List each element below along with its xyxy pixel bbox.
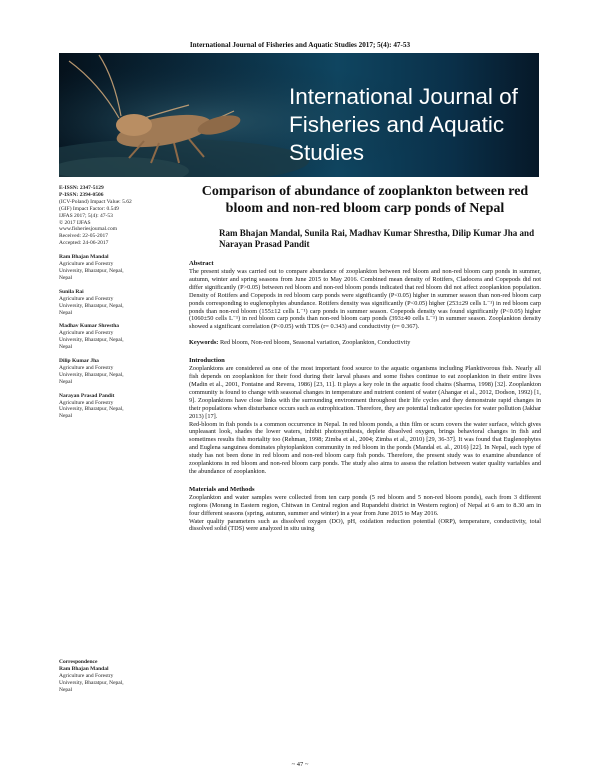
affiliation-block bbox=[59, 323, 171, 351]
affiliation-block bbox=[59, 358, 171, 386]
affiliation-author-name: Dilip Kumar Jha bbox=[59, 358, 99, 365]
meta-line: P-ISSN: 2394-0506 bbox=[59, 191, 104, 198]
affiliation-line: Agriculture and Forestry bbox=[59, 330, 114, 337]
meta-line: www.fisheriesjournal.com bbox=[59, 226, 117, 233]
journal-header: International Journal of Fisheries and Aquatic Studies 2017; 5(4): 47-53 bbox=[189, 41, 411, 49]
publication-meta bbox=[59, 185, 171, 247]
methods-heading: Materials and Methods bbox=[189, 485, 255, 493]
correspondence-label: Correspondence bbox=[59, 659, 98, 665]
affiliation-author-name: Ram Bhajan Mandal bbox=[59, 254, 109, 261]
journal-banner bbox=[59, 53, 539, 177]
banner-title: International Journal of Fisheries and Aquatic Studies bbox=[289, 84, 518, 165]
introduction-paragraph: Zooplanktons are considered as one of the most important food source to the aquatic organisms including Planktivorous fish. Nearly all fish depends on zooplankton for their food during their larval phases and some fishes continue to eat zooplankton in their entire lives (Madin et al., 2001, Fontaine and Revera, 1986) [23, 11]. It plays a key role in the aquatic food chains (Sharma, 1998) [32]. Zooplankton community is found to change with seasonal changes in temperature and nutrient content of water (Ahangar et al., 2012, Dodson, 1992) [1, 9]. Zooplanktons have close links with the surrounding environment throughout their life cycles and they demonstrate rapid changes in their populations when disturbance occurs such as eutrophication. Therefore, they are potential indicator species for water pollution (Jakhar 2013) [17]. bbox=[189, 365, 541, 420]
affiliation-line: Nepal bbox=[59, 344, 73, 351]
meta-line: (ICV-Poland) Impact Value: 5.62 bbox=[59, 198, 132, 205]
affiliation-line: Agriculture and Forestry bbox=[59, 399, 114, 406]
introduction-heading: Introduction bbox=[189, 357, 225, 365]
keywords bbox=[189, 339, 541, 347]
article-title: Comparison of abundance of zooplankton between red bloom and non-red bloom carp ponds of Nepal bbox=[201, 184, 529, 216]
correspondence bbox=[59, 659, 171, 694]
affiliation-block bbox=[59, 289, 171, 317]
affiliation-line: University, Bharatpur, Nepal, bbox=[59, 302, 124, 309]
meta-line: E-ISSN: 2347-5129 bbox=[59, 185, 104, 191]
affiliation-line: Nepal bbox=[59, 413, 73, 420]
affiliation-author-name: Madhav Kumar Shrestha bbox=[59, 323, 120, 330]
affiliation-line: Agriculture and Forestry bbox=[59, 364, 114, 371]
methods-paragraph: Zooplankton and water samples were collected from ten carp ponds (5 red bloom and 5 non-red bloom ponds), each from 3 different regions (Morang in Eastern region, Chitwan in Central region and Rupandehi district in Western region) of Nepal at 6 am to 8.30 am in four different seasons (spring, autumn, summer and winter) in a year from June 2015 to May 2016. bbox=[189, 493, 541, 517]
author-list: Ram Bhajan Mandal, Sunila Rai, Madhav Kumar Shrestha, Dilip Kumar Jha and Narayan Prasad Pandit bbox=[219, 228, 535, 249]
sidebar bbox=[59, 185, 171, 420]
article-body bbox=[189, 183, 541, 533]
methods-paragraph: Water quality parameters such as dissolved oxygen (DO), pH, oxidation reduction potential (ORP), temperature, conductivity, total dissolved solid (TDS) were analyzed in situ using bbox=[189, 517, 541, 533]
correspondence-line: Nepal bbox=[59, 686, 73, 693]
correspondence-line: Agriculture and Forestry bbox=[59, 672, 114, 679]
affiliation-block bbox=[59, 393, 171, 421]
affiliation-author-name: Narayan Prasad Pandit bbox=[59, 392, 115, 399]
keywords-text: Red bloom, Non-red bloom, Seasonal variation, Zooplankton, Conductivity bbox=[218, 339, 411, 347]
correspondence-line: University, Bharatpur, Nepal, bbox=[59, 679, 124, 686]
affiliation-line: University, Bharatpur, Nepal, bbox=[59, 406, 124, 413]
affiliation-line: Nepal bbox=[59, 309, 73, 316]
affiliation-line: University, Bharatpur, Nepal, bbox=[59, 371, 124, 378]
abstract-heading: Abstract bbox=[189, 260, 214, 267]
affiliations bbox=[59, 254, 171, 420]
meta-line: IJFAS 2017; 5(4): 47-53 bbox=[59, 212, 113, 219]
affiliation-line: Nepal bbox=[59, 274, 73, 281]
abstract-text: The present study was carried out to compare abundance of zooplankton between red bloom and non-red bloom carp ponds in summer, autumn, winter and spring seasons from June 2015 to May 2016. Combined mean density of Rotifers, Cladocera and Copepods did not differ significantly (P>0.05) between red bloom and non-red bloom ponds indicated that red bloom did not affect zooplankton population. Density of Rotifers and Copepods in red bloom carp ponds were significantly (P<0.05) higher in summer season than non-red bloom carp ponds corresponding to euglenophytes abundance. Rotifers density was significantly (P<0.05) higher (253±29 cells L⁻¹) in red bloom carp ponds than non-red bloom (155±12 cells L⁻¹) carp ponds in summer season. Copepods density was found significantly (P<0.05) higher (1060±50 cells L⁻¹) in red bloom carp ponds than non-red bloom carp ponds (393±40 cells L⁻¹) in summer season. Zooplankton density showed a significant correlation (P<0.05) with TDS (r= 0.343) and conductivity (r= 0.367). bbox=[189, 268, 541, 331]
correspondence-name: Ram Bhajan Mandal bbox=[59, 665, 109, 672]
meta-line: Received: 22-05-2017 bbox=[59, 233, 109, 240]
meta-line: (GIF) Impact Factor: 0.549 bbox=[59, 205, 119, 212]
affiliation-line: Agriculture and Forestry bbox=[59, 295, 114, 302]
page-number: ~ 47 ~ bbox=[291, 761, 309, 768]
introduction-paragraph: Red-bloom in fish ponds is a common occurrence in Nepal. In red bloom ponds, a thin film or scum covers the water surface, which gives unpleasant look, shades the lower waters, inhibit photosynthesis, deplete dissolved oxygen, brings behavioral changes in fish and sometimes results fish mortality too (Rehman, 1998; Zimba et al., 2004; Zimba et al., 2010) [29, 36-37]. It was found that Euglenophytes and Euglena sanguinea dominates phytoplankton community in red bloom in the ponds (Mandal et. al., 2016) [22]. In Nepal, such type of study has not been done in red bloom and non-red bloom carp fish ponds. Therefore, the present study was to examine abundance of zooplanktons in red bloom and non-red bloom carp ponds. The study also aims to assess the relation between water quality variables and the abundance of zooplankton. bbox=[189, 420, 541, 475]
affiliation-author-name: Sunila Rai bbox=[59, 288, 84, 295]
affiliation-block bbox=[59, 254, 171, 282]
keywords-label: Keywords: bbox=[189, 339, 219, 347]
affiliation-line: Agriculture and Forestry bbox=[59, 261, 114, 268]
meta-line: © 2017 IJFAS bbox=[59, 219, 91, 226]
affiliation-line: University, Bharatpur, Nepal, bbox=[59, 337, 124, 344]
affiliation-line: University, Bharatpur, Nepal, bbox=[59, 267, 124, 274]
meta-line: Accepted: 24-06-2017 bbox=[59, 240, 109, 247]
affiliation-line: Nepal bbox=[59, 378, 73, 385]
